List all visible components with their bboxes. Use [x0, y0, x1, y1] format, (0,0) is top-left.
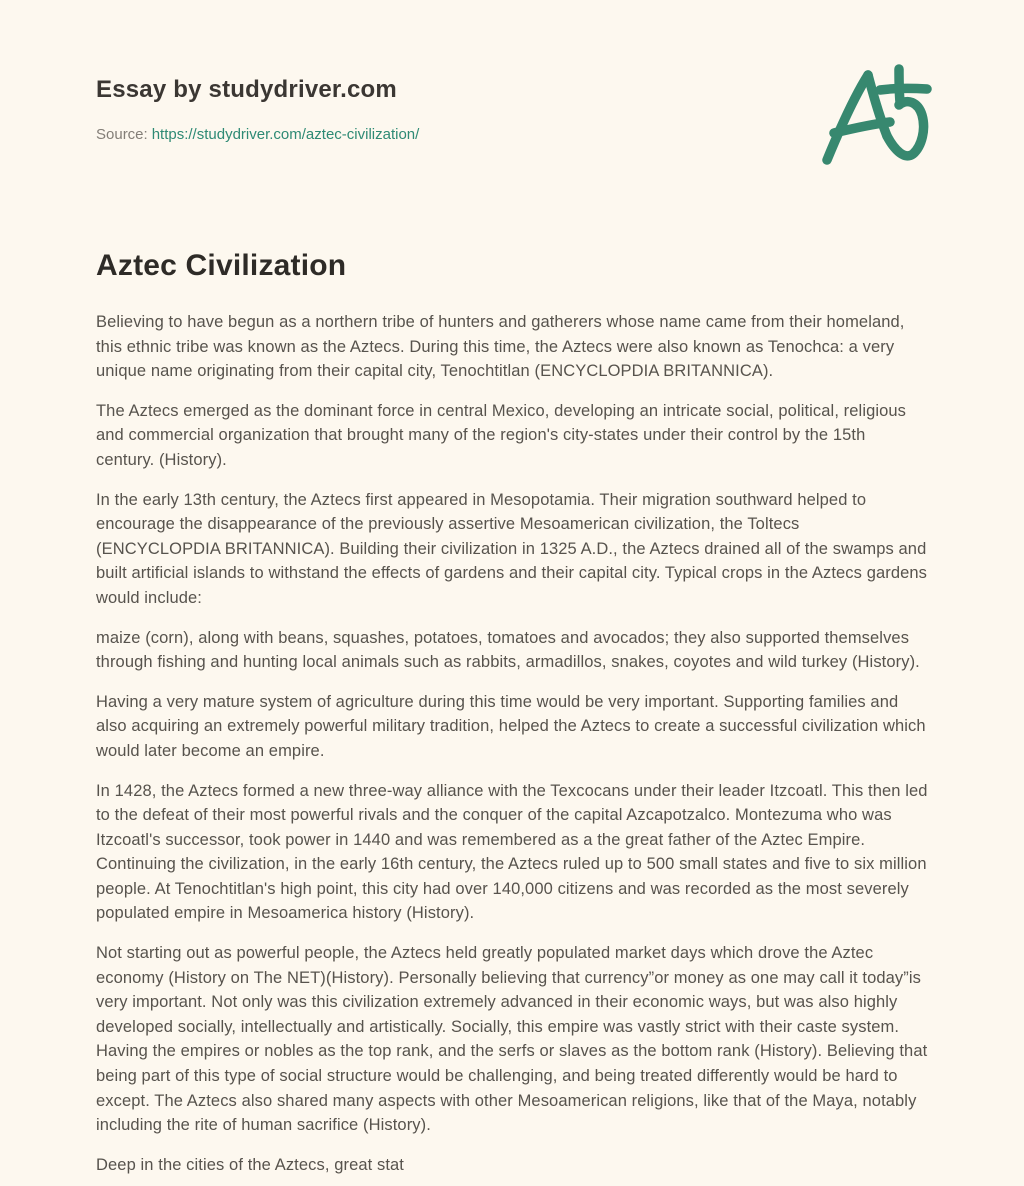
essay-paragraph-1: Believing to have begun as a northern tribe of hunters and gatherers whose name came from their homeland, this ethnic tribe was known as the Aztecs. During this time, the Aztecs were also known as Tenochca: a very unique name originating from their capital city, Tenochtitlan (ENCYCLOPDIA BRITANNICA).	[96, 313, 905, 381]
essay-title: Aztec Civilization	[96, 249, 347, 282]
essay-paragraph-7: Not starting out as powerful people, the Aztecs held greatly populated market days which drove the Aztec economy (History on The NET)(History). Personally believing that currency”or money as one may call it today”is very important. Not only was this civilization extremely advanced in their economic ways, but was also highly developed socially, intellectually and artistically. Socially, this empire was vastly strict with their caste system. Having the empires or nobles as the top rank, and the serfs or slaves as the bottom rank (History). Believing that being part of this type of social structure would be challenging, and being treated differently would be hard to except. The Aztecs also shared many aspects with other Mesoamerican religions, like that of the Maya, notably including the rite of human sacrifice (History).	[96, 944, 928, 1135]
page-header	[96, 76, 928, 143]
essay-paragraph-6: In 1428, the Aztecs formed a new three-way alliance with the Texcocans under their leader Itzcoatl. This then led to the defeat of their most powerful rivals and the conquer of the capital Azcapotzalco. Montezuma who was Itzcoatl's successor, took power in 1440 and was remembered as a the great father of the Aztec Empire. Continuing the civilization, in the early 16th century, the Aztecs ruled up to 500 small states and five to six million people. At Tenochtitlan's high point, this city had over 140,000 citizens and was recorded as the most severely populated empire in Mesoamerica history (History).	[96, 781, 928, 923]
source-line	[96, 126, 928, 143]
essay-paragraph-8: Deep in the cities of the Aztecs, great stat	[96, 1155, 404, 1174]
essay-paragraph-5: Having a very mature system of agriculture during this time would be very important. Supporting families and also acquiring an extremely powerful military tradition, helped the Aztecs to create a successful civilization which would later become an empire.	[96, 692, 926, 760]
essay-paragraph-3: In the early 13th century, the Aztecs first appeared in Mesopotamia. Their migration southward helped to encourage the disappearance of the previously assertive Mesoamerican civilization, the Toltecs (ENCYCLOPDIA BRITANNICA). Building their civilization in 1325 A.D., the Aztecs drained all of the swamps and built artificial islands to withstand the effects of gardens and their capital city. Typical crops in the Aztecs gardens would include:	[96, 490, 928, 607]
essay-body	[96, 310, 928, 1177]
essay-paragraph-2: The Aztecs emerged as the dominant force in central Mexico, developing an intricate social, political, religious and commercial organization that brought many of the region's city-states under their control by the 15th century. (History).	[96, 401, 907, 469]
source-label: Source:	[96, 126, 148, 143]
essay-paragraph-4: maize (corn), along with beans, squashes, potatoes, tomatoes and avocados; they also supported themselves through fishing and hunting local animals such as rabbits, armadillos, snakes, coyotes and wild turkey (History).	[96, 628, 920, 672]
studydriver-a-plus-logo-icon	[815, 58, 945, 170]
essay-by-heading: Essay by studydriver.com	[96, 76, 397, 103]
source-url-link[interactable]: https://studydriver.com/aztec-civilization/	[151, 126, 420, 143]
